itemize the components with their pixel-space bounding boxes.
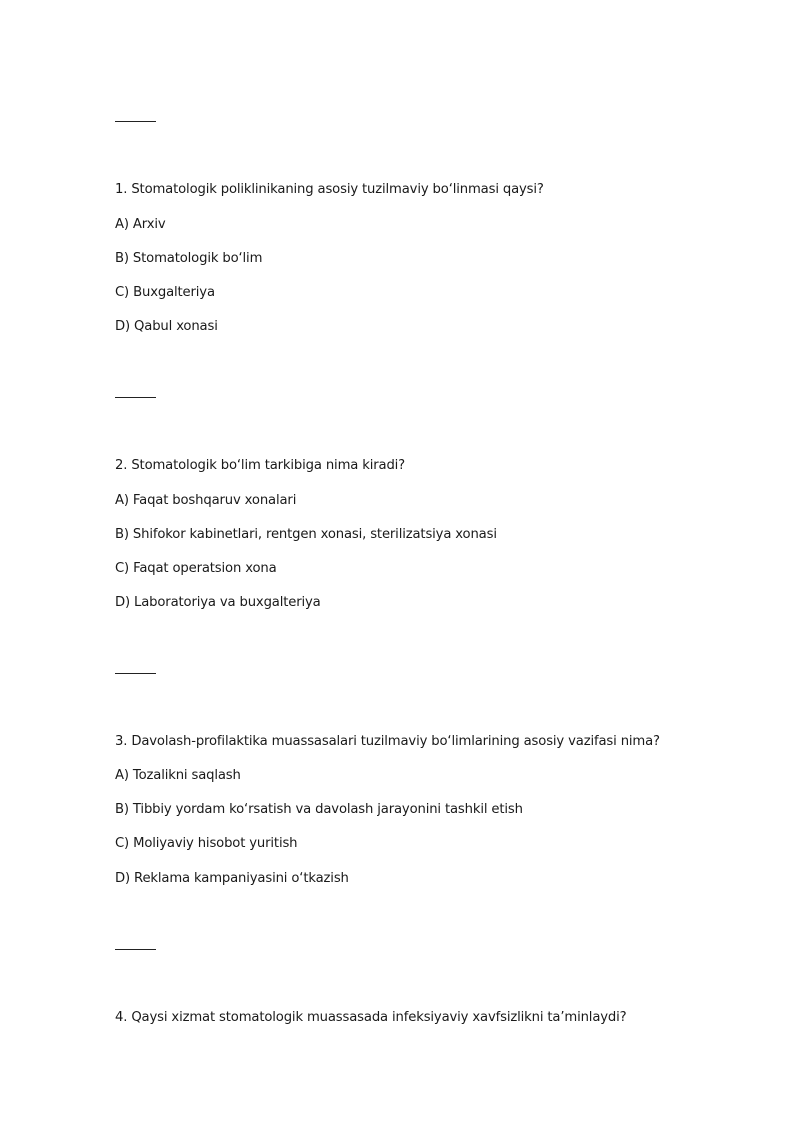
- question-text: 1. Stomatologik poliklinikaning asosiy tuzilmaviy bo‘linmasi qaysi?: [115, 182, 544, 197]
- question-text: 4. Qaysi xizmat stomatologik muassasada infeksiyaviy xavfsizlikni ta’minlaydi?: [115, 1010, 627, 1025]
- answer-option: D) Reklama kampaniyasini o‘tkazish: [115, 871, 349, 886]
- answer-option: B) Tibbiy yordam ko‘rsatish va davolash jarayonini tashkil etish: [115, 802, 523, 817]
- answer-option: A) Tozalikni saqlash: [115, 768, 241, 783]
- answer-option: D) Qabul xonasi: [115, 319, 218, 334]
- answer-option: B) Stomatologik bo‘lim: [115, 251, 263, 266]
- section-divider: [115, 673, 156, 674]
- section-divider: [115, 397, 156, 398]
- answer-option: B) Shifokor kabinetlari, rentgen xonasi, sterilizatsiya xonasi: [115, 527, 497, 542]
- question-text: 3. Davolash-profilaktika muassasalari tuzilmaviy bo‘limlarining asosiy vazifasi nima?: [115, 734, 660, 749]
- answer-option: A) Arxiv: [115, 217, 166, 232]
- section-divider: [115, 121, 156, 122]
- answer-option: C) Faqat operatsion xona: [115, 561, 277, 576]
- question-text: 2. Stomatologik bo‘lim tarkibiga nima kiradi?: [115, 458, 406, 473]
- section-divider: [115, 949, 156, 950]
- answer-option: C) Moliyaviy hisobot yuritish: [115, 836, 298, 851]
- answer-option: D) Laboratoriya va buxgalteriya: [115, 595, 321, 610]
- answer-option: A) Faqat boshqaruv xonalari: [115, 493, 297, 508]
- answer-option: C) Buxgalteriya: [115, 285, 215, 300]
